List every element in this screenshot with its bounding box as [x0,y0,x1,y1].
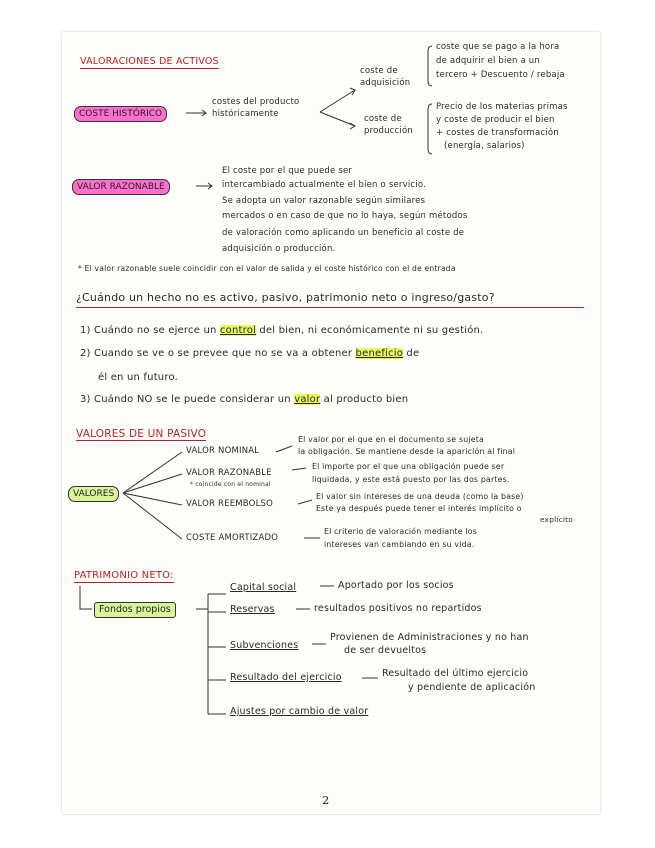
reembolso-extra: explícito [540,515,573,524]
valor-razonable-label: VALOR RAZONABLE [186,468,272,478]
resultado-desc-2: y pendiente de aplicación [408,682,536,693]
resultado-ejercicio-label: Resultado del ejercicio [230,672,342,683]
nominal-desc-2: la obligación. Se mantiene desde la aparición al final [298,447,516,456]
razonable-note: * coincide con el nominal [190,481,271,488]
question-heading: ¿Cuándo un hecho no es activo, pasivo, patrimonio neto o ingreso/gasto? [76,291,495,304]
page-number: 2 [322,793,330,807]
adquisicion-desc-1: coste que se pago a la hora [436,42,560,52]
question-underline [76,307,584,308]
resultado-desc-1: Resultado del último ejercicio [382,668,529,679]
costes-text-2: históricamente [212,109,279,119]
section-title-valores-pasivo: VALORES DE UN PASIVO [76,428,207,440]
produccion-desc-1: Precio de los materias primas [436,102,568,112]
valor-reembolso-label: VALOR REEMBOLSO [186,499,273,509]
amortizado-desc-2: intereses van cambiando en su vida. [324,540,475,549]
vr-desc-3: Se adopta un valor razonable según similares [222,196,426,206]
subvenciones-desc-2: de ser devueltos [344,645,427,656]
item-1-highlight: control [219,325,256,336]
reembolso-desc-1: El valor sin intereses de una deuda (como la base) [316,492,524,501]
vr-desc-5: de valoración como aplicando un beneficio al coste de [222,228,465,238]
valor-nominal-label: VALOR NOMINAL [186,446,260,456]
vr-desc-4: mercados o en caso de que no lo haya, según métodos [222,211,468,221]
item-2 [80,348,419,360]
valor-note: * El valor razonable suele coincidir con el valor de salida y el coste histórico con el de entrada [78,264,456,273]
produccion-desc-3: + costes de transformación [436,128,559,138]
razonable-desc-1: El importe por el que una obligación puede ser [312,462,505,471]
section-title-valoraciones: VALORACIONES DE ACTIVOS [80,56,219,67]
item-2-line-2: él en un futuro. [98,372,178,383]
adquisicion-label-1: coste de [360,66,398,76]
produccion-desc-2: y coste de producir el bien [436,115,555,125]
ajustes-label: Ajustes por cambio de valor [230,706,369,717]
item-3-text-b: al producto bien [320,394,409,405]
razonable-desc-2: liquidada, y este está puesto por las dos partes. [312,475,510,484]
item-1-text-a: 1) Cuándo no se ejerce un [80,325,220,336]
item-2-text-b: de [403,348,420,359]
vr-desc-1: El coste por el que puede ser [222,166,353,176]
reservas-desc: resultados positivos no repartidos [314,603,482,614]
subvenciones-desc-1: Provienen de Administraciones y no han [330,632,529,643]
nominal-desc-1: El valor por el que en el documento se sujeta [298,435,484,444]
adquisicion-label-2: adquisición [360,78,411,88]
item-2-highlight: beneficio [355,348,404,359]
adquisicion-desc-2: de adquirir el bien a un [436,56,540,66]
item-1 [80,325,483,337]
item-2-text-a: 2) Cuando se ve o se prevee que no se va a obtener [80,348,356,359]
subvenciones-label: Subvenciones [230,640,299,651]
capital-social-label: Capital social [230,582,297,593]
adquisicion-desc-3: tercero + Descuento / rebaja [436,70,565,80]
fondos-propios-box: Fondos propios [94,602,176,618]
produccion-label-1: coste de [364,114,402,124]
valores-box: VALORES [68,486,119,502]
reservas-label: Reservas [230,604,275,615]
section-title-patrimonio: PATRIMONIO NETO: [74,570,174,581]
costes-text-1: costes del producto [212,97,300,107]
item-3-highlight: valor [294,394,321,405]
capital-social-desc: Aportado por los socios [338,580,454,591]
coste-amortizado-label: COSTE AMORTIZADO [186,533,279,543]
produccion-desc-4: (energía, salarios) [444,141,525,151]
amortizado-desc-1: El criterio de valoración mediante los [324,527,478,536]
reembolso-desc-2: Este ya después puede tener el interés implícito o [316,504,522,513]
item-1-text-b: del bien, ni económicamente ni su gestión. [256,325,484,336]
vr-desc-2: intercambiado actualmente el bien o servicio. [222,180,426,190]
valor-razonable-box: VALOR RAZONABLE [72,179,170,195]
produccion-label-2: producción [364,126,413,136]
item-3 [80,394,408,406]
item-3-text-a: 3) Cuándo NO se le puede considerar un [80,394,295,405]
coste-historico-box: COSTE HISTÓRICO [74,106,167,122]
vr-desc-6: adquisición o producción. [222,244,336,254]
